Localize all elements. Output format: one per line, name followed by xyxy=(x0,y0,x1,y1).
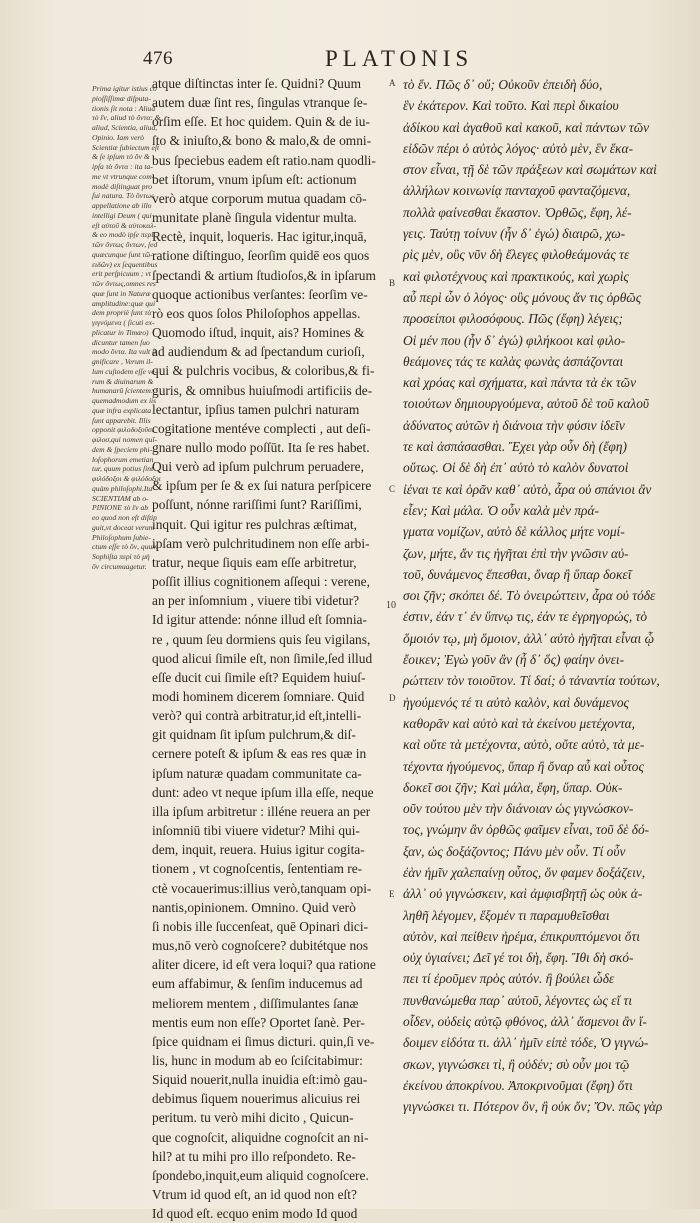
margin-note-line: quæ ſunt in Naturæ xyxy=(92,288,151,298)
greek-text-line: γματα νομίζων, αὐτὸ δὲ κάλλος μήτε νομί- xyxy=(403,524,625,540)
margin-note-line: Opinio. Iam verò xyxy=(92,132,145,142)
latin-text-line: gnare nullo modo poſſūt. Ita ſe res habet. xyxy=(152,439,370,455)
latin-text-line: mentis eum non eſſe? Oportet ſanè. Per- xyxy=(152,1014,365,1030)
margin-note-line: ſui natura. Τὸ ὄντως xyxy=(92,191,155,201)
margin-note-line: plicatur in Timæo) xyxy=(92,327,149,337)
margin-note-line: gnificare , Verum il- xyxy=(92,357,153,366)
greek-text-line: τος, γνώμην ἂν ὀρθῶς φαῖμεν εἶναι, τοῦ δὲ δό- xyxy=(403,822,650,838)
page-number: 476 xyxy=(143,48,173,69)
margin-note-line: ειδῶν) ex ſequentibus xyxy=(92,259,158,269)
greek-text-line: καὶ φιλοτέχνους καὶ πρακτικούς, καὶ χωρὶς xyxy=(403,268,629,284)
latin-text-line: cernere poteſt & ipſum & eas res quæ in xyxy=(152,746,367,762)
greek-text-line: ὅμοιόν τῳ, μὴ ὅμοιον, ἀλλ᾽ αὐτὸ ἡγῆται εἶναι ᾧ xyxy=(403,630,655,646)
greek-text-line: οὐχ ὑγιαίνει; Δεῖ γέ τοι δὴ, ἔφη. Ἴθι δὴ σκό- xyxy=(403,950,634,966)
latin-text-line: bet iſtorum, vnum ipſum eſt: actionum xyxy=(152,171,357,187)
greek-text-line: ἀδίκου καὶ ἀγαθοῦ καὶ κακοῦ, καὶ πάντων τῶν xyxy=(403,119,650,135)
greek-text-line: ἔοικεν; Ἐγὼ γοῦν ἂν (ἦ δ᾽ ὅς) φαίην ὀνει- xyxy=(403,652,625,668)
greek-text-line: ἓν ἑκάτερον. Καὶ τοῦτο. Καὶ περὶ δικαίου xyxy=(403,98,619,114)
margin-note-line: tur, quum potius ſint xyxy=(92,464,154,474)
greek-text-line: καὶ χρόας καὶ σχήματα, καὶ πάντα τὰ ἐκ τῶν xyxy=(403,375,637,391)
margin-note-line: eſt αὐτοῦ & αὐτοκαλ- xyxy=(92,220,157,230)
latin-text-line: ſi nobis ille ſuccenſeat, quē Opinari dici- xyxy=(152,918,369,934)
greek-text-line: πολλὰ φαίνεσθαι ἕκαστον. Ὀρθῶς, ἔφη, λέ- xyxy=(403,204,632,220)
margin-note-line: intelligi Deum ( qui xyxy=(92,210,152,220)
greek-text-line: γιγνώσκει τι. Πότερον ὂν, ἢ οὐκ ὄν; Ὄν. πῶς γὰρ xyxy=(403,1099,663,1115)
latin-text-line: lis, hunc in modum ab eo ſciſcitabimur: xyxy=(152,1052,363,1068)
latin-text-line: nantis,opinionem. Omnino. Quid verò xyxy=(152,899,356,915)
greek-text-line: τέχοντα ἡγούμενος, ὕπαρ ἢ ὄναρ αὖ καὶ οὗτος xyxy=(403,758,644,774)
latin-text-line: lectantur, ipſius tamen pulchri naturam xyxy=(152,401,360,417)
section-letter-d: D xyxy=(389,693,396,703)
latin-text-line: ratione diſtinguo, ſeorſim quidē eos quos xyxy=(152,248,370,264)
greek-text-line: οῦν τούτου μὲν τὴν διάνοιαν ὡς γιγνώσκον- xyxy=(403,801,634,817)
greek-text-line: καθορᾶν καὶ αὐτὸ καὶ τὰ ἐκείνου μετέχοντα, xyxy=(403,715,636,731)
margin-note-line: tionis ſit nota : Aliud xyxy=(92,103,156,113)
latin-text-line: Id igitur attende: nónne illud eſt ſomnia- xyxy=(152,612,367,628)
greek-text-line: καὶ οὔτε τὰ μετέχοντα, αὐτὸ, οὔτε αὐτὸ, τὰ με- xyxy=(403,737,645,753)
latin-text-line: dem, inquit, reuera. Huius igitur cogita- xyxy=(152,842,365,858)
latin-text-line: an per inſomnium , viuere tibi videtur? xyxy=(152,593,360,609)
latin-text-line: Siquid nouerit,nulla inuidia eſt:imò gau- xyxy=(152,1072,368,1088)
latin-text-line: poſſunt, nónne rariſſimi ſunt? Rariſſimi, xyxy=(152,497,362,513)
page-header xyxy=(0,46,700,76)
latin-text-line: verò? qui contrà arbitratur,id eſt,intelli- xyxy=(152,708,362,724)
margin-note-line: Prima igitur istius co xyxy=(92,84,157,93)
running-title: PLATONIS xyxy=(325,46,474,71)
greek-text-line: ζων, μήτε, ἄν τις ἡγῆται ἐπὶ τὴν γνῶσιν αὐ- xyxy=(403,545,629,561)
latin-text-line: ſpice quidnam ei ſimus dicturi. quin,ſi ve- xyxy=(152,1033,375,1049)
margin-note-line: dem & ſpeciem phi- xyxy=(92,444,153,454)
greek-text-line: τοιούτων δημιουργούμενα, αὐτοῦ δὲ τοῦ καλοῦ xyxy=(403,396,650,412)
margin-note-line: pioſſiſſimæ diſputa- xyxy=(92,93,151,103)
latin-text-line: tratur, neque ſiquis eam eſſe arbitretur, xyxy=(152,554,357,570)
latin-text-line: cogitatione mentéve complecti , aut deſi- xyxy=(152,420,371,436)
greek-text-line: ληθῆ λέγομεν, ἕξομέν τι παραμυθεῖσθαι xyxy=(403,907,610,923)
greek-text-line: γεις. Ταύτῃ τοίνυν (ἦν δ᾽ ἐγώ) διαιρῶ, χω- xyxy=(403,226,626,242)
latin-text-line: tionem , vt cognoſcentis, ſententiam re- xyxy=(152,861,363,877)
latin-text-line: mus,nō verò cognoſcere? dubitétque nos xyxy=(152,938,369,954)
greek-text-line: δοιμεν εἰδότα τι. ἀλλ᾽ ἡμῖν εἰπὲ τόδε, Ὁ γιγνώ- xyxy=(403,1035,649,1051)
latin-text-line: hil? at tu mihi pro illo reſpondeto. Re- xyxy=(152,1148,356,1164)
margin-note-line: SCIENTIAM ab o- xyxy=(92,493,149,503)
latin-text-line: ad audiendum & ad ſpectandum curioſi, xyxy=(152,344,365,360)
greek-text-line: πυνθανώμεθα παρ᾽ αὐτοῦ, λέγοντες ὡς εἴ τι xyxy=(403,992,633,1008)
margin-note-line: aliud, Scientia, aliud, xyxy=(92,123,158,132)
latin-text-line: Vtrum id quod eſt, an id quod non eſt? xyxy=(152,1187,357,1203)
margin-note-line: ipſa τὰ ὄντα : ita ta- xyxy=(92,162,153,171)
greek-text-line: οὕτως. Οἱ δὲ δὴ ἐπ᾽ αὐτὸ τὸ καλὸν δυνατοὶ xyxy=(403,460,629,476)
latin-text-line: guris, & omnibus huiuſmodi artificiis de- xyxy=(152,382,373,398)
margin-note-line: me vt vtrunque com- xyxy=(92,171,155,181)
margin-note-line: Scientiæ ſubiectum eſt xyxy=(92,142,160,152)
latin-text-line: peritum. tu verò mihi dicito , Quicun- xyxy=(152,1110,354,1126)
greek-text-line: ἐστιν, ἐάν τ᾽ ἐν ὕπνῳ τις, ἐάν τε ἐγρηγορώς, τὸ xyxy=(403,609,648,625)
greek-text-line: ἀλλήλων κοινωνίᾳ πανταχοῦ φανταζόμενα, xyxy=(403,183,631,199)
latin-text-column xyxy=(152,74,384,1223)
greek-text-line: δοκεῖ σοι ζῆν; Καὶ μάλα, ἔφη, ὕπαρ. Οὐκ- xyxy=(403,779,623,795)
latin-text-line: ctè vocauerimus:illius verò,tanquam opi- xyxy=(152,880,372,896)
greek-text-column xyxy=(403,74,695,1118)
margin-note-line: amplitudine:quæ qui xyxy=(92,298,156,308)
greek-text-line: σοι ζῆν; σκόπει δέ. Τὸ ὀνειρώττειν, ἆρα οὐ τόδε xyxy=(403,588,656,604)
margin-note-line: loſophorum emetian xyxy=(92,454,154,464)
margin-note-line: dem propriè ſunt τὰ xyxy=(92,308,152,318)
margin-note-line: quemadmodum ex iis xyxy=(92,396,157,405)
latin-text-line: Quomodo iſtud, inquit, ais? Homines & xyxy=(152,325,365,341)
greek-text-line: πει τί ἐροῦμεν πρὸς αὐτόν. ἢ βούλει ὧδε xyxy=(403,971,615,987)
margin-note-line: ctum eſſe τὸ ὂν, quum xyxy=(92,542,158,552)
greek-text-line: τε καὶ ἀσπάσασθαι. Ἔχει γὰρ οὖν δὴ (ἔφη) xyxy=(403,439,627,455)
latin-text-line: ſpondebo,inquit,eum aliquid cognoſcere. xyxy=(152,1167,369,1183)
greek-text-line: εἰδῶν πέρι ὁ αὐτὸς λόγος· αὐτὸ μὲν, ἓν ἕκα- xyxy=(403,140,633,156)
margin-note-line: τὸ ἓν, aliud τὸ ὄντα: & xyxy=(92,113,161,123)
margin-note-line: modè diſtinguat pro xyxy=(92,181,153,191)
latin-text-line: Id quod eſt. ecquo enim modo Id quod xyxy=(152,1206,358,1222)
latin-text-line: atque diſtinctas inter ſe. Quidni? Quum xyxy=(152,76,361,91)
margin-note-line: τῶν ὄντως,omnes res xyxy=(92,279,156,288)
margin-note-line: Philoſophum ſubie- xyxy=(92,532,151,542)
latin-text-line: quoque actionibus verſantes: ſeorſim ve- xyxy=(152,286,368,302)
margin-note-line: & ſe ipſum τὸ ὂν & xyxy=(92,152,150,162)
greek-text-line: στον εἶναι, τῇ δὲ τῶν πράξεων καὶ σωμάτων καὶ xyxy=(403,162,657,178)
marginal-notes xyxy=(92,84,161,572)
margin-note-line: quæ infra explicata xyxy=(92,405,152,415)
greek-text-line: αὖ περὶ ὧν ὁ λόγος· οὓς μόνους ἄν τις ὀρθῶς xyxy=(403,289,642,305)
latin-text-line: munitate planè ſingula videntur multa. xyxy=(152,210,357,226)
margin-note-line: appellatione ab illo xyxy=(92,201,152,210)
section-letter-c: C xyxy=(389,484,396,494)
margin-note-line: γιγνόμενα ( ſicuti ex- xyxy=(92,318,155,327)
margin-note-line: eo quod non eſt diſtin xyxy=(92,513,157,522)
latin-text-line: quod alicui ſimile eſt, non ſimile,ſed illud xyxy=(152,650,373,666)
greek-text-line: ἀδύνατος αὐτῶν ἡ διάνοια τὴν φύσιν ἰδεῖν xyxy=(403,417,625,433)
greek-text-line: Οἱ μέν που (ἦν δ᾽ ἐγώ) φιλήκοοι καὶ φιλο- xyxy=(403,332,626,348)
latin-text-line: Qui verò ad ipſum pulchrum peruadere, xyxy=(152,459,364,475)
margin-note-line: dicuntur tamen ſuo xyxy=(92,337,150,347)
greek-text-line: ἐκείνου ἀποκρίνου. Ἀποκρινοῦμαι (ἔφη) ὅτι xyxy=(403,1077,633,1093)
latin-text-line: modi hominem dicerem ſomniare. Quid xyxy=(152,689,365,704)
latin-text-line: ipſum naturæ quadam communitate ca- xyxy=(152,765,362,781)
latin-text-line: ſto & iniuſto,& bono & malo,& de omni- xyxy=(152,133,372,149)
latin-text-line: poſſit illius cognitionem aſſequi : verene, xyxy=(152,574,370,590)
greek-text-line: ξαν, ὡς δοξάζοντος; Πάνυ μὲν οὖν. Τί οὖν xyxy=(403,843,626,859)
greek-text-line: σκων, γιγνώσκει τὶ, ἢ οὐδέν; σὺ οὖν μοι τῷ xyxy=(403,1056,630,1072)
latin-text-line: re , quum ſeu dormiens quis ſeu vigilans, xyxy=(152,631,371,647)
greek-text-line: αὐτὸν, καὶ πείθειν ἠρέμα, ἐπικρυπτόμενοι ὅτι xyxy=(403,928,641,944)
latin-text-line: & ipſum per ſe & ex ſui natura perſpicere xyxy=(152,478,372,494)
latin-text-line: inquit. Qui igitur res pulchras æſtimat, xyxy=(152,516,357,532)
latin-text-line: rò eos quos ſolos Philoſophos appellas. xyxy=(152,305,361,321)
margin-note-line: erit perſpicuum ; vt xyxy=(92,269,151,279)
margin-note-line: PINIONE τὸ ἓν ab xyxy=(92,503,149,513)
greek-text-line: τοῦ, δυνάμενος ἕπεσθαι, ὄναρ ἢ ὕπαρ δοκεῖ xyxy=(403,566,632,582)
margin-note-line: guit,vt doceat verum xyxy=(92,522,155,532)
latin-text-line: Rectè, inquit, loqueris. Hac igitur,inquā, xyxy=(152,229,367,245)
margin-note-line: modo ὄντα. Ita vult ſi xyxy=(92,347,157,357)
latin-text-line: que cognoſcit, aliquidne cognoſcit an ni- xyxy=(152,1129,369,1145)
latin-text-line: dunt: adeo vt neque ipſum illa eſſe, neque xyxy=(152,784,374,800)
line-number: 10 xyxy=(386,600,396,611)
greek-text-line: ἀλλ᾽ οὐ γιγνώσκειν, καὶ ἀμφισβητῇ ὡς οὐκ ἀ- xyxy=(403,886,643,902)
margin-note-line: opponit φιλοδοξοῦσι xyxy=(92,425,154,435)
greek-text-line: ἰέναι τε καὶ ὁρᾶν καθ᾽ αὑτὸ, ἆρα οὐ σπάνιοι ἂν xyxy=(403,481,652,497)
margin-note-line: rum & diuinarum & xyxy=(92,376,154,386)
latin-text-line: qui & pulchris vocibus, & coloribus,& fi- xyxy=(152,363,375,379)
latin-text-line: git quidnam ſit ipſum pulchrum,& diſ- xyxy=(152,727,356,743)
margin-note-line: ſunt apparebit. Illis xyxy=(92,415,151,425)
margin-note-line: ὂν circumuagetur. xyxy=(92,561,147,571)
latin-text-line: autem duæ ſint res, ſingulas vtranque ſe- xyxy=(152,95,368,111)
latin-text-line: meliorem mentem , diſſimulantes ſanæ xyxy=(152,995,359,1011)
greek-text-line: θεάμονες τάς τε καλὰς φωνὰς ἀσπάζονται xyxy=(403,353,624,369)
margin-note-line: humanarū ſcientem: xyxy=(92,386,154,396)
margin-note-line: τῶν ὄντως ὄντων, ſed xyxy=(92,240,158,249)
greek-text-line: προσείποι φιλοσόφους. Πῶς (ἔφη) λέγεις; xyxy=(403,311,623,327)
greek-text-line: ρὶς μὲν, οὓς νῦν δὴ ἔλεγες φιλοθεάμονάς τε xyxy=(403,247,630,263)
latin-text-line: eum affabimur, & ſenſim inducemus ad xyxy=(152,976,363,992)
latin-text-line: orſim eſſe. Et hoc quidem. Quin & de iu- xyxy=(152,114,370,130)
section-letter-e: E xyxy=(389,889,395,899)
latin-text-line: aliter dicere, id eſt vera loqui? qua ratione xyxy=(152,957,376,973)
latin-text-line: bus ſpeciebus eadem eſt ratio.nam quodli- xyxy=(152,152,376,168)
margin-note-line: φιλοσ,qui nomen quī- xyxy=(92,435,158,444)
greek-text-line: οἶδεν, οὐδεὶς αὐτῷ φθόνος, ἀλλ᾽ ἄσμενοι ἂν ἴ- xyxy=(403,1014,647,1030)
margin-note-line: quæcunque ſunt τῶ- xyxy=(92,249,153,259)
latin-text-line: ſpectandi & artium ſtudioſos,& in ipſarum xyxy=(152,267,376,283)
margin-note-line: φιλόδοξοι & φιλόδοξοι xyxy=(92,474,161,483)
latin-text-line: inſomniū tibi viuere videtur? Mihi qui- xyxy=(152,823,360,839)
latin-text-line: illa ipſum arbitretur : illéne reuera an per xyxy=(152,803,371,819)
greek-text-line: ἐὰν ἡμῖν χαλεπαίνῃ οὗτος, ὅν φαμεν δοξάζειν, xyxy=(403,864,646,880)
greek-text-line: τὸ ἕν. Πῶς δ᾽ οὔ; Οὐκοῦν ἐπειδὴ δύο, xyxy=(403,77,603,92)
margin-note-line: Sophiſta περὶ τὸ μὴ xyxy=(92,552,150,561)
margin-note-line: & eo modò ipſe περὶ xyxy=(92,230,154,240)
greek-text-line: ρώττειν τὸν τοιοῦτον. Τί δαί; ὁ τἀναντία τούτων, xyxy=(403,673,660,689)
latin-text-line: debimus ſiquem nouerimus alicuius rei xyxy=(152,1091,361,1107)
greek-text-line: εἶεν; Καὶ μάλα. Ὁ οὖν καλὰ μὲν πρά- xyxy=(403,502,599,518)
margin-note-line: lum cuſtodem eſſe ve- xyxy=(92,366,158,376)
section-letter-a: A xyxy=(389,78,396,88)
margin-note-line: quàm philoſophi.Ita xyxy=(92,483,153,493)
latin-text-line: verò atque corporum mutua quadam cō- xyxy=(152,190,367,206)
latin-text-line: eſſe ducit cui ſimile eſt? Equidem huiuſ- xyxy=(152,669,366,685)
latin-text-line: ipſam verò pulchritudinem non eſſe arbi- xyxy=(152,535,370,551)
greek-text-line: ἡγούμενός τέ τι αὐτὸ καλὸν, καὶ δυνάμενος xyxy=(403,694,629,710)
section-letter-b: B xyxy=(389,278,396,288)
